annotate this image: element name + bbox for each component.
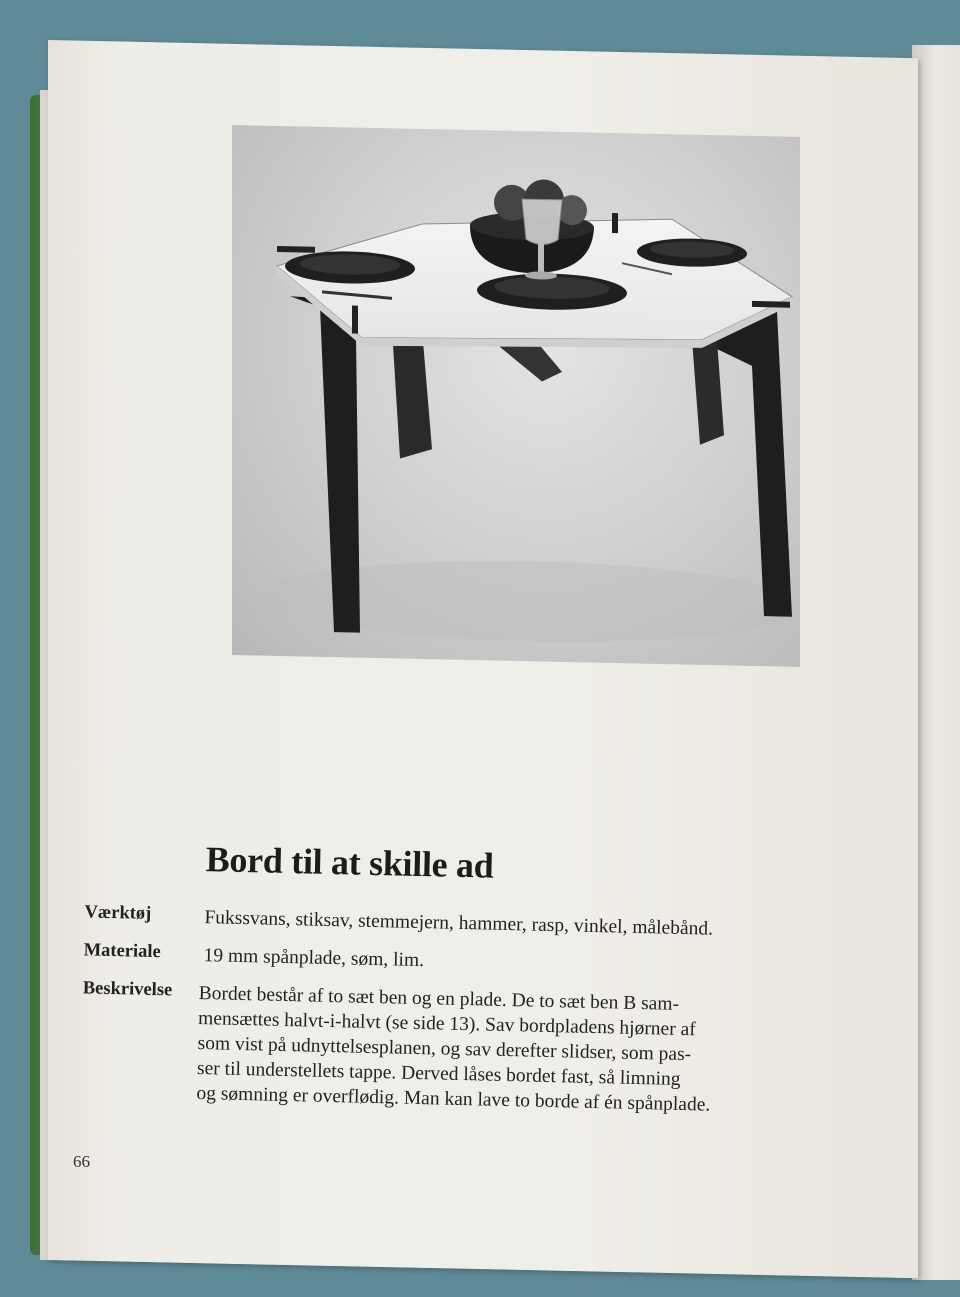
- field-label-material: Materiale: [83, 940, 161, 963]
- field-label-tools: Værktøj: [84, 902, 152, 924]
- field-value-material: 19 mm spånplade, søm, lim.: [203, 945, 425, 972]
- description-line: mensættes halvt-i-halvt (se side 13). Sav bordpladens hjørner af: [197, 1008, 696, 1041]
- page-number: 66: [73, 1152, 90, 1171]
- field-label-description: Beskrivelse: [82, 978, 173, 1001]
- article-title: Bord til at skille ad: [205, 839, 494, 886]
- description-line: som vist på udnyttelsesplanen, og sav derefter slidser, som pas-: [197, 1032, 692, 1066]
- description-line: og sømning er overflødig. Man kan lave to borde af én spånplade.: [196, 1082, 711, 1116]
- field-value-tools: Fukssvans, stiksav, stemmejern, hammer, rasp, vinkel, målebånd.: [204, 907, 714, 940]
- description-line: Bordet består af to sæt ben og en plade. De to sæt ben B sam-: [198, 983, 680, 1015]
- description-line: ser til understellets tappe. Derved låses bordet fast, så limning: [196, 1057, 681, 1090]
